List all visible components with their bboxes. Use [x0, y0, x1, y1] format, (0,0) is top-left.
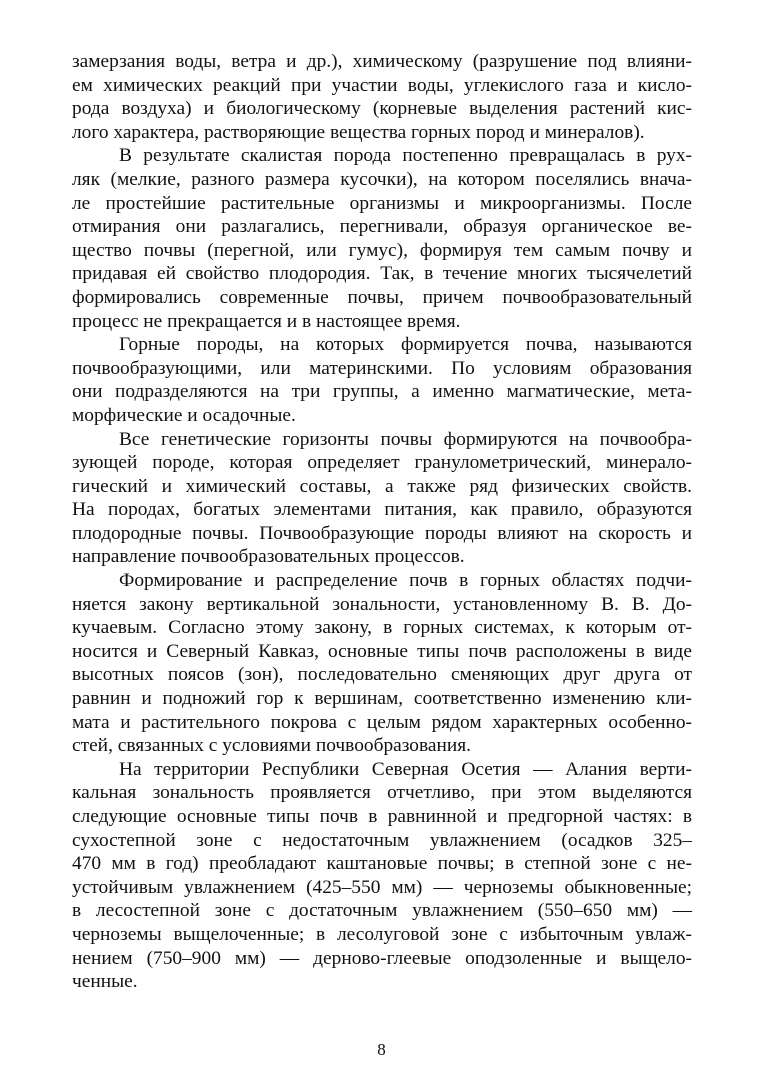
text-line: няется закону вертикальной зональности, установленному В. В. До-	[72, 593, 692, 615]
text-line: лого характера, растворяющие вещества горных пород и минералов).	[72, 121, 645, 143]
text-line: гический и химический составы, а также ряд физических свойств.	[72, 475, 692, 497]
text-line: направление почвообразовательных процессов.	[72, 546, 465, 568]
text-line: высотных поясов (зон), последовательно сменяющих друг друга от	[72, 664, 692, 686]
text-line: плодородные почвы. Почвообразующие породы влияют на скорость и	[72, 522, 692, 544]
text-line: нением (750–900 мм) — дерново-глеевые оподзоленные и выщело-	[72, 947, 692, 969]
text-line: почвообразующими, или материнскими. По условиям образования	[72, 357, 692, 379]
text-line: ляк (мелкие, разного размера кусочки), на котором поселялись внача-	[72, 168, 692, 190]
text-line: На территории Республики Северная Осетия — Алания верти-	[119, 758, 692, 780]
text-line: ем химических реакций при участии воды, углекислого газа и кисло-	[72, 74, 692, 96]
text-line: ле простейшие растительные организмы и микроорганизмы. После	[72, 192, 692, 214]
text-line: зующей породе, которая определяет гранулометрический, минерало-	[72, 452, 692, 474]
paragraph	[72, 569, 692, 758]
text-line: придавая ей свойство плодородия. Так, в течение многих тысячелетий	[72, 263, 692, 285]
paragraph	[72, 758, 692, 994]
text-line: стей, связанных с условиями почвообразования.	[72, 735, 472, 757]
page-body	[72, 50, 692, 994]
text-line: Все генетические горизонты почвы формируются на почвообра-	[119, 428, 692, 450]
paragraph	[72, 50, 692, 144]
text-line: замерзания воды, ветра и др.), химическому (разрушение под влияни-	[72, 51, 692, 72]
text-line: они подразделяются на три группы, а именно магматические, мета-	[72, 381, 692, 403]
text-line: формировались современные почвы, причем почвообразовательный	[72, 286, 692, 308]
text-line: ченные.	[72, 971, 138, 993]
text-line: отмирания они разлагались, перегнивали, образуя органическое ве-	[72, 216, 692, 238]
text-line: В результате скалистая порода постепенно превращалась в рух-	[119, 145, 692, 167]
paragraph	[72, 144, 692, 333]
text-line: Формирование и распределение почв в горных областях подчи-	[119, 570, 692, 592]
text-line: черноземы выщелоченные; в лесолуговой зоне с избыточным увлаж-	[72, 923, 692, 945]
text-line: мата и растительного покрова с целым рядом характерных особенно-	[72, 711, 692, 733]
text-line: Горные породы, на которых формируется почва, называются	[119, 334, 692, 356]
text-line: На породах, богатых элементами питания, как правило, образуются	[72, 499, 692, 521]
text-line: кальная зональность проявляется отчетливо, при этом выделяются	[72, 782, 692, 804]
text-line: следующие основные типы почв в равнинной и предгорной частях: в	[72, 806, 692, 827]
text-line: равнин и подножий гор к вершинам, соответственно изменению кли-	[72, 688, 692, 710]
paragraph	[72, 428, 692, 570]
text-line: в лесостепной зоне с достаточным увлажнением (550–650 мм) —	[72, 900, 692, 922]
text-line: 470 мм в год) преобладают каштановые почвы; в степной зоне с не-	[72, 853, 692, 875]
text-line: устойчивым увлажнением (425–550 мм) — черноземы обыкновенные;	[72, 876, 692, 898]
text-line: морфические и осадочные.	[72, 404, 296, 426]
text-line: кучаевым. Согласно этому закону, в горных системах, к которым от-	[72, 617, 692, 639]
text-line: процесс не прекращается и в настоящее время.	[72, 310, 461, 332]
text-line: рода воздуха) и биологическому (корневые выделения растений кис-	[72, 98, 692, 120]
text-line: щество почвы (перегной, или гумус), формируя тем самым почву и	[72, 239, 692, 261]
page-number: 8	[377, 1040, 386, 1059]
paragraph	[72, 333, 692, 427]
text-line: сухостепной зоне с недостаточным увлажнением (осадков 325–	[72, 829, 692, 851]
text-line: носится и Северный Кавказ, основные типы почв расположены в виде	[72, 640, 692, 662]
